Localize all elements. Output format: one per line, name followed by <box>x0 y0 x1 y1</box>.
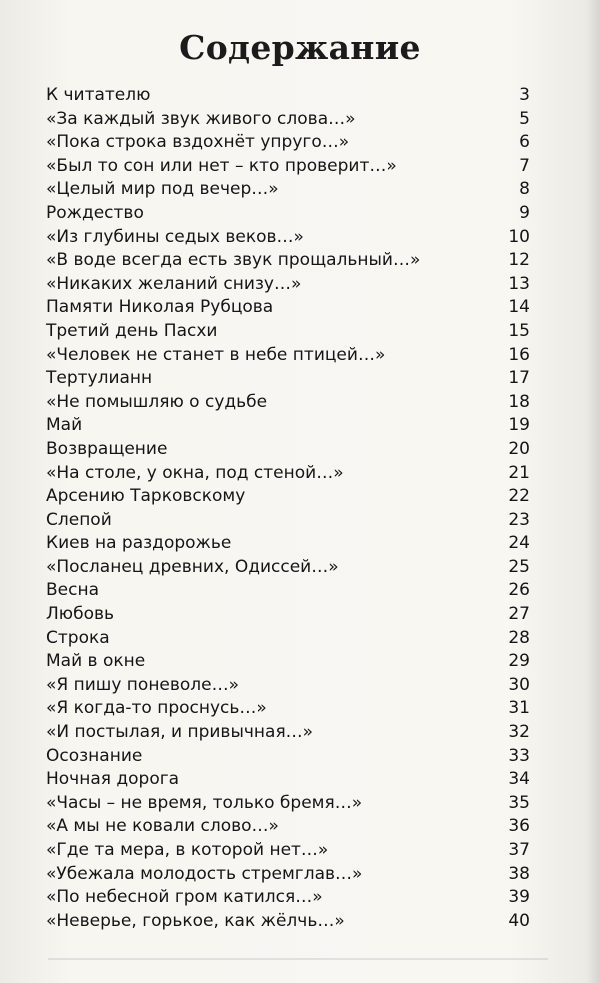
toc-entry <box>46 674 530 698</box>
toc-entry-title: Строка <box>46 627 110 648</box>
toc-entry <box>46 131 530 155</box>
toc-entry-title: «Неверье, горькое, как жёлчь…» <box>46 910 345 931</box>
toc-entry-title: Киев на раздорожье <box>46 533 232 554</box>
toc-entry-page-number: 32 <box>508 722 530 743</box>
toc-entry <box>46 509 530 533</box>
toc-entry-title: «Я пишу поневоле…» <box>46 674 240 695</box>
toc-entry-page-number: 29 <box>508 651 530 672</box>
toc-entry-page-number: 17 <box>508 368 530 389</box>
toc-entry-page-number: 15 <box>508 320 530 341</box>
table-of-contents <box>46 84 530 933</box>
toc-entry-title: Возвращение <box>46 438 168 459</box>
toc-entry-page-number: 31 <box>508 698 530 719</box>
toc-entry-title: «Убежала молодость стремглав…» <box>46 863 363 884</box>
toc-entry-title: Тертулианн <box>46 368 153 389</box>
toc-entry-title: «Пока строка вздохнёт упруго…» <box>46 132 350 153</box>
toc-entry-title: Весна <box>46 580 100 601</box>
toc-entry-page-number: 18 <box>508 391 530 412</box>
toc-entry <box>46 273 530 297</box>
toc-entry-title: «Где та мера, в которой нет…» <box>46 840 329 860</box>
toc-entry-page-number: 36 <box>508 816 530 837</box>
toc-entry-page-number: 37 <box>508 840 530 860</box>
toc-entry <box>46 556 530 580</box>
toc-entry-title: «И постылая, и привычная…» <box>46 722 314 743</box>
toc-entry-page-number: 20 <box>508 438 530 459</box>
toc-entry-page-number: 38 <box>508 863 530 884</box>
toc-entry-page-number: 9 <box>519 202 530 223</box>
toc-entry-page-number: 30 <box>508 674 530 695</box>
toc-entry <box>46 603 530 627</box>
toc-entry-page-number: 14 <box>508 297 530 318</box>
toc-entry-page-number: 26 <box>508 580 530 601</box>
toc-entry <box>46 391 530 415</box>
toc-entry <box>46 839 530 863</box>
toc-entry-title: «По небесной гром катился…» <box>46 887 323 908</box>
toc-entry-title: К читателю <box>46 85 151 105</box>
toc-entry-page-number: 10 <box>508 226 530 247</box>
toc-entry <box>46 768 530 792</box>
toc-entry-page-number: 12 <box>508 250 530 271</box>
toc-entry-title: «Посланец древних, Одиссей…» <box>46 556 339 577</box>
toc-entry <box>46 178 530 202</box>
toc-entry <box>46 815 530 839</box>
toc-entry-title: «Человек не станет в небе птицей…» <box>46 344 386 365</box>
toc-entry <box>46 438 530 462</box>
toc-entry-page-number: 13 <box>508 273 530 294</box>
toc-entry-title: Арсению Тарковскому <box>46 486 246 507</box>
toc-entry-title: «Я когда-то проснусь…» <box>46 698 267 719</box>
toc-entry-page-number: 39 <box>508 887 530 908</box>
toc-entry <box>46 721 530 745</box>
toc-entry-title: «Был то сон или нет – кто проверит…» <box>46 155 397 176</box>
toc-entry <box>46 367 530 391</box>
toc-entry <box>46 320 530 344</box>
toc-entry-page-number: 16 <box>508 344 530 365</box>
toc-entry <box>46 108 530 132</box>
page-edge-shadow <box>586 0 600 983</box>
toc-entry-page-number: 28 <box>508 627 530 648</box>
toc-entry-title: «На столе, у окна, под стеной…» <box>46 462 344 483</box>
toc-entry-page-number: 34 <box>508 769 530 790</box>
toc-entry-page-number: 23 <box>508 509 530 530</box>
toc-entry <box>46 226 530 250</box>
toc-entry <box>46 532 530 556</box>
toc-entry <box>46 863 530 887</box>
toc-entry-page-number: 24 <box>508 533 530 554</box>
toc-entry-page-number: 8 <box>519 179 530 200</box>
toc-entry-title: «Никаких желаний снизу…» <box>46 273 302 294</box>
toc-entry <box>46 414 530 438</box>
toc-entry-title: «Часы – не время, только бремя…» <box>46 792 363 813</box>
toc-entry <box>46 155 530 179</box>
toc-entry-title: Май в окне <box>46 651 146 672</box>
toc-entry-page-number: 35 <box>508 792 530 813</box>
toc-entry-title: «А мы не ковали слово…» <box>46 816 279 837</box>
toc-entry-page-number: 3 <box>519 85 530 105</box>
toc-entry <box>46 462 530 486</box>
toc-entry-title: «В воде всегда есть звук прощальный…» <box>46 250 421 271</box>
toc-entry-page-number: 22 <box>508 486 530 507</box>
toc-entry <box>46 296 530 320</box>
toc-entry-page-number: 25 <box>508 556 530 577</box>
toc-entry <box>46 697 530 721</box>
toc-entry-page-number: 21 <box>508 462 530 483</box>
toc-entry-title: Май <box>46 415 83 436</box>
toc-entry-page-number: 40 <box>508 910 530 931</box>
toc-entry <box>46 745 530 769</box>
toc-entry-page-number: 19 <box>508 415 530 436</box>
toc-entry <box>46 249 530 273</box>
toc-entry <box>46 886 530 910</box>
toc-entry-page-number: 5 <box>519 108 530 129</box>
toc-entry-title: Третий день Пасхи <box>46 320 218 341</box>
toc-entry-title: Ночная дорога <box>46 769 180 790</box>
toc-entry-title: Слепой <box>46 509 112 530</box>
toc-entry <box>46 344 530 368</box>
toc-entry <box>46 627 530 651</box>
toc-entry-title: Любовь <box>46 604 115 625</box>
toc-entry-title: «За каждый звук живого слова…» <box>46 108 356 129</box>
toc-entry-title: Памяти Николая Рубцова <box>46 297 274 318</box>
toc-entry-title: «Из глубины седых веков…» <box>46 226 304 247</box>
toc-entry-page-number: 7 <box>519 155 530 176</box>
toc-entry <box>46 910 530 934</box>
toc-entry-title: «Целый мир под вечер…» <box>46 179 279 200</box>
toc-entry-title: Осознание <box>46 745 143 766</box>
toc-entry-title: «Не помышляю о судьбе <box>46 391 268 412</box>
toc-entry <box>46 485 530 509</box>
toc-entry-page-number: 27 <box>508 604 530 625</box>
toc-entry <box>46 202 530 226</box>
toc-entry <box>46 579 530 603</box>
page-title: Содержание <box>179 28 421 67</box>
toc-entry <box>46 792 530 816</box>
toc-entry <box>46 650 530 674</box>
toc-entry-title: Рождество <box>46 202 144 223</box>
toc-entry <box>46 84 530 108</box>
toc-entry-page-number: 33 <box>508 745 530 766</box>
bottom-divider <box>48 958 548 960</box>
toc-entry-page-number: 6 <box>519 132 530 153</box>
